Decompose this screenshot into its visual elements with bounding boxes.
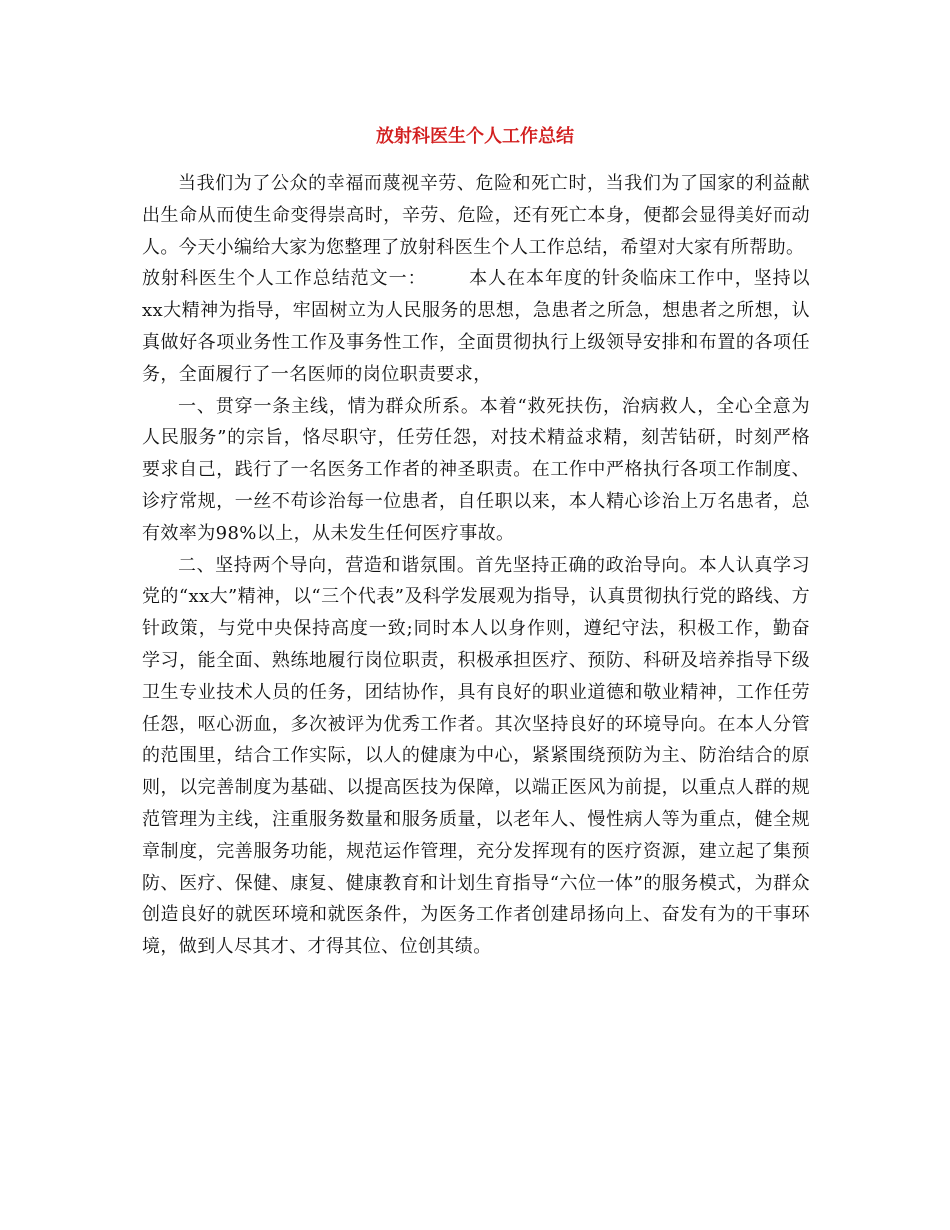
section-one-paragraph: 一、贯穿一条主线，情为群众所系。本着“救死扶伤，治病救人，全心全意为人民服务”的宗旨，恪尽职守，任劳任怨，对技术精益求精，刻苦钻研，时刻严格要求自己，践行了一名医务工作者的神圣职责。在工作中严格执行各项工作制度、诊疗常规，一丝不苟诊治每一位患者，自任职以来，本人精心诊治上万名患者，总有效率为98%以上，从未发生任何医疗事故。 — [142, 395, 810, 544]
intro-paragraph: 当我们为了公众的幸福而蔑视辛劳、危险和死亡时，当我们为了国家的利益献出生命从而使生命变得崇高时，辛劳、危险，还有死亡本身，便都会显得美好而动人。今天小编给大家为您整理了放射科医生个人工作总结，希望对大家有所帮助。 — [142, 173, 810, 258]
sample-label: 放射科医生个人工作总结范文一： — [142, 268, 427, 290]
document-body — [142, 168, 810, 963]
sample-text: 本人在本年度的针灸临床工作中，坚持以xx大精神为指导，牢固树立为人民服务的思想，急患者之所急，想患者之所想，认真做好各项业务性工作及事务性工作，全面贯彻执行上级领导安排和布置的各项任务，全面履行了一名医师的岗位职责要求， — [142, 268, 810, 385]
section-two-paragraph: 二、坚持两个导向，营造和谐氛围。首先坚持正确的政治导向。本人认真学习党的“xx大”精神，以“三个代表”及科学发展观为指导，认真贯彻执行党的路线、方针政策，与党中央保持高度一致;同时本人以身作则，遵纪守法，积极工作，勤奋学习，能全面、熟练地履行岗位职责，积极承担医疗、预防、科研及培养指导下级卫生专业技术人员的任务，团结协作，具有良好的职业道德和敬业精神，工作任劳任怨，呕心沥血，多次被评为优秀工作者。其次坚持良好的环境导向。在本人分管的范围里，结合工作实际，以人的健康为中心，紧紧围绕预防为主、防治结合的原则，以完善制度为基础、以提高医技为保障，以端正医风为前提，以重点人群的规范管理为主线，注重服务数量和服务质量，以老年人、慢性病人等为重点，健全规章制度，完善服务功能，规范运作管理，充分发挥现有的医疗资源，建立起了集预防、医疗、保健、康复、健康教育和计划生育指导“六位一体”的服务模式，为群众创造良好的就医环境和就医条件，为医务工作者创建昂扬向上、奋发有为的干事环境，做到人尽其才、才得其位、位创其绩。 — [142, 554, 810, 958]
document-title: 放射科医生个人工作总结 — [376, 126, 574, 147]
sample-paragraph — [142, 263, 810, 390]
